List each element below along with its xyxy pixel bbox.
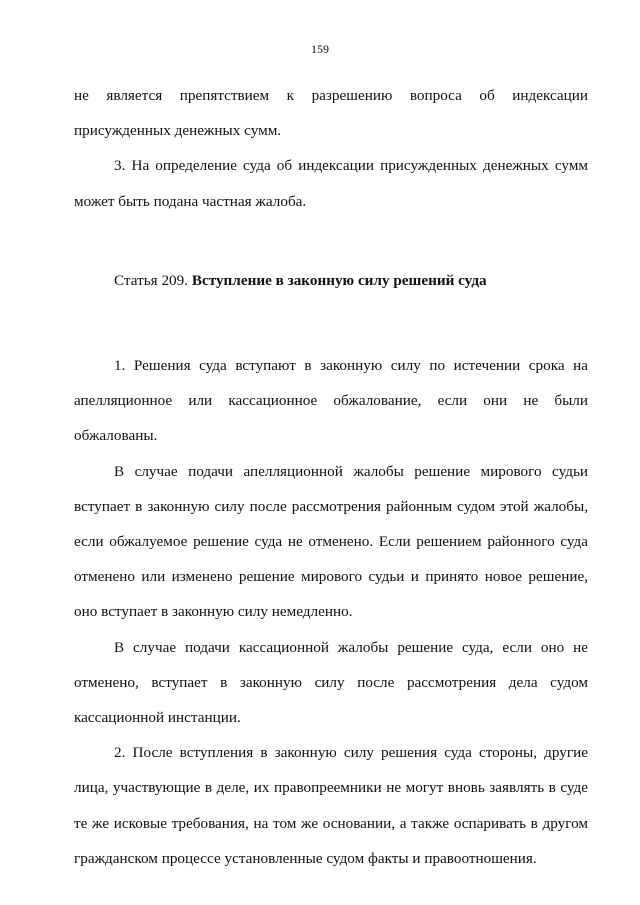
paragraph-clause-2: 2. После вступления в законную силу решения суда стороны, другие лица, участвующие в деле, их правопреемники не могут вновь заявлять в суде те же исковые требования, на том же основании, а также оспаривать в другом гражданском процессе установленные судом факты и правоотношения. xyxy=(74,744,588,867)
article-prefix: Статья 209. xyxy=(114,271,189,289)
paragraph-continuation-line: не является препятствием к разрешению вопроса об индексации xyxy=(74,87,588,104)
paragraph-clause-1: 1. Решения суда вступают в законную силу по истечении срока на апелляционное или кассационное обжалование, если они не были обжалованы. xyxy=(74,357,588,445)
page-number: 159 xyxy=(311,42,329,56)
article-title: Вступление в законную силу решений суда xyxy=(191,271,487,289)
paragraph-appeal: В случае подачи апелляционной жалобы решение мирового судьи вступает в законную силу после рассмотрения районным судом этой жалобы, если обжалуемое решение суда не отменено. Если решением районного суда отменено или изменено решение мирового судьи и принято новое решение, оно вступает в законную силу немедленно. xyxy=(74,462,588,621)
paragraph-continuation-end: присужденных денежных сумм. xyxy=(74,122,282,140)
paragraph-cassation: В случае подачи кассационной жалобы решение суда, если оно не отменено, вступает в законную силу после рассмотрения дела судом кассационной инстанции. xyxy=(74,638,588,727)
paragraph-clause-3: 3. На определение суда об индексации присужденных денежных сумм может быть подана частная жалоба. xyxy=(74,157,588,210)
article-heading xyxy=(74,263,588,298)
document-body xyxy=(74,78,588,876)
